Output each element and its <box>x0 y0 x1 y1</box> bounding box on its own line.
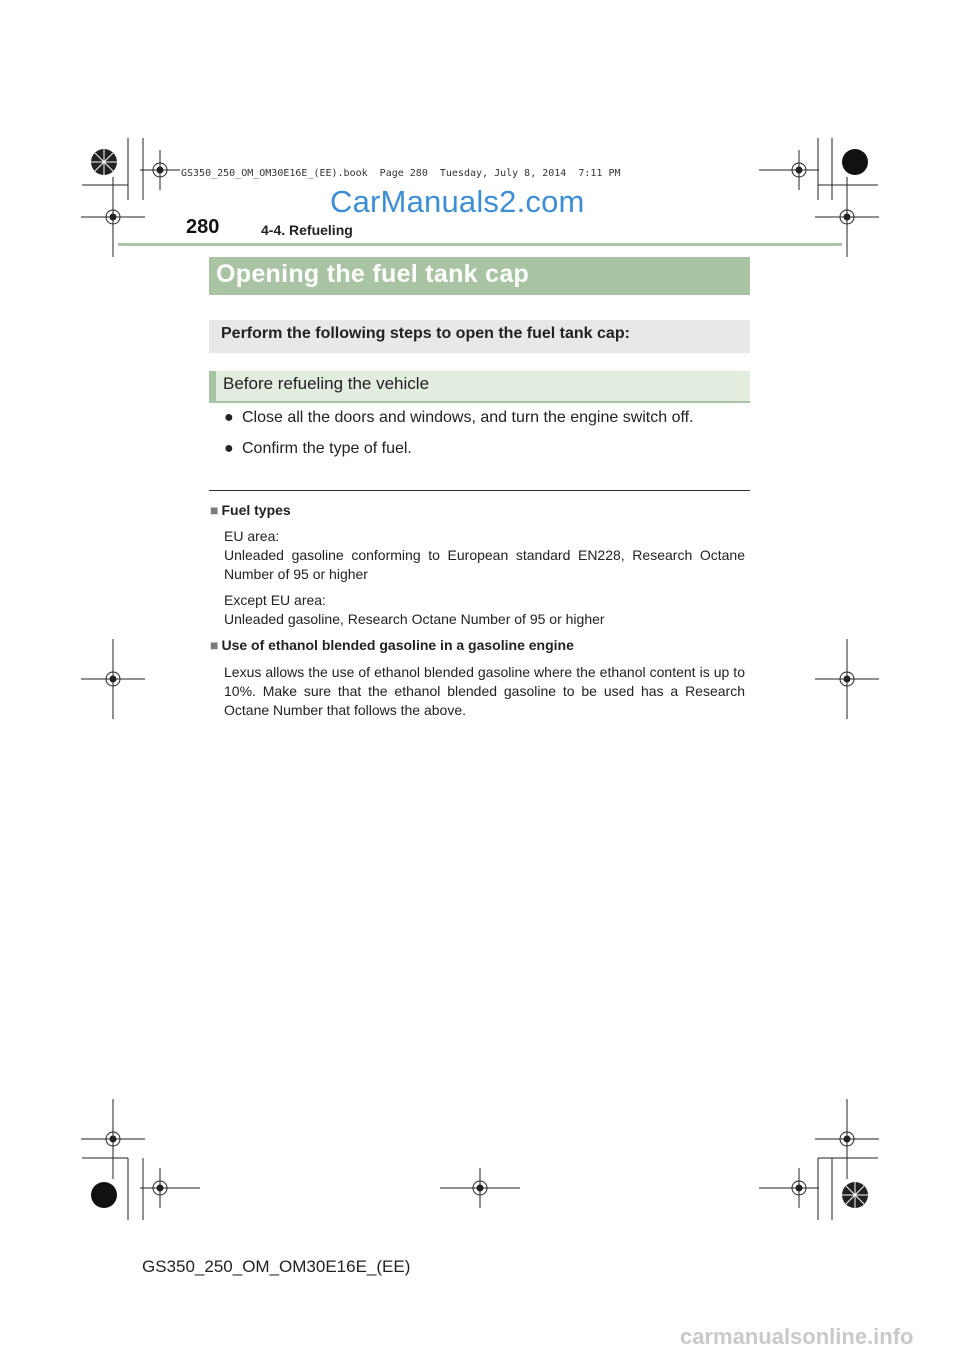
crosshair-icon <box>815 639 879 719</box>
footer-code: GS350_250_OM_OM30E16E_(EE) <box>142 1257 411 1276</box>
header-rule <box>118 243 842 246</box>
solid-disc-mark-icon <box>842 149 868 175</box>
crosshair-icon <box>81 1099 145 1179</box>
starburst-mark-icon <box>91 149 117 175</box>
note-heading: ■ Use of ethanol blended gasoline in a gasoline engine <box>210 637 574 653</box>
note-paragraph: Unleaded gasoline, Research Octane Number of 95 or higher <box>224 611 605 627</box>
list-item <box>224 440 412 458</box>
crosshair-icon <box>759 150 819 190</box>
square-bullet-icon: ■ <box>210 637 219 653</box>
note-paragraph: EU area: <box>224 528 280 544</box>
list-item-text: Confirm the type of fuel. <box>242 440 412 457</box>
crosshair-icon <box>815 1099 879 1179</box>
note-paragraph: Lexus allows the use of ethanol blended gasoline where the ethanol content is up to 10%. Make sure that the ethanol blended gasoline to be used has a Research Octane Number that follows the above. <box>224 664 745 718</box>
note-paragraph: Except EU area: <box>224 592 326 608</box>
list-item-text: Close all the doors and windows, and turn the engine switch off. <box>242 409 694 426</box>
subsection-accent <box>209 371 216 403</box>
crosshair-icon <box>440 1168 520 1208</box>
section-label: 4-4. Refueling <box>261 222 353 238</box>
note-body <box>224 663 745 720</box>
crosshair-icon <box>140 150 180 190</box>
starburst-mark-icon <box>842 1182 868 1208</box>
note-heading: ■ Fuel types <box>210 502 291 518</box>
note-paragraph: Unleaded gasoline conforming to European standard EN228, Research Octane Number of 95 or higher <box>224 547 745 582</box>
intro-text: Perform the following steps to open the fuel tank cap: <box>221 325 630 342</box>
page-number: 280 <box>186 216 220 238</box>
page-title: Opening the fuel tank cap <box>216 260 530 288</box>
note-body <box>224 527 745 629</box>
list-item <box>224 409 694 427</box>
print-metadata: GS350_250_OM_OM30E16E_(EE).book Page 280 Tuesday, July 8, 2014 7:11 PM <box>181 168 621 179</box>
square-bullet-icon: ■ <box>210 502 219 518</box>
bullet-icon: ● <box>224 440 234 457</box>
crosshair-icon <box>759 1168 819 1208</box>
watermark-bottom: carmanualsonline.info <box>680 1324 914 1349</box>
solid-disc-mark-icon <box>91 1182 117 1208</box>
subsection-title: Before refueling the vehicle <box>223 374 430 393</box>
section-divider <box>209 490 750 491</box>
crosshair-icon <box>81 639 145 719</box>
crosshair-icon <box>140 1168 200 1208</box>
bullet-icon: ● <box>224 409 234 426</box>
watermark-top: CarManuals2.com <box>330 184 585 219</box>
